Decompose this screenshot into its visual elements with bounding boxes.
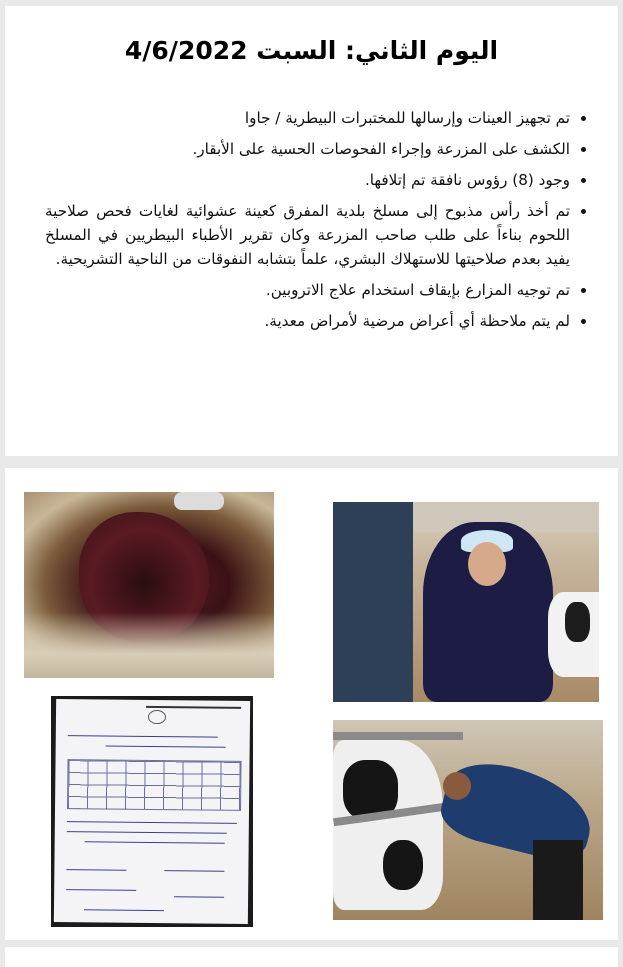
finding-item: • وجود (8) رؤوس نافقة تم إتلافها. bbox=[45, 168, 570, 192]
report-title: اليوم الثاني: السبت 4/6/2022 bbox=[124, 36, 499, 65]
findings-list bbox=[45, 106, 592, 340]
finding-item: • لم يتم ملاحظة أي أعراض مرضية لأمراض معدية. bbox=[45, 309, 570, 333]
photos-page bbox=[5, 468, 618, 940]
document-table bbox=[67, 759, 242, 811]
official-document-photo bbox=[51, 696, 253, 927]
vet-with-cow-photo bbox=[333, 502, 599, 702]
finding-item: • الكشف على المزرعة وإجراء الفحوصات الحسية على الأبقار. bbox=[45, 137, 570, 161]
next-page-edge bbox=[5, 947, 618, 967]
finding-item: • تم توجيه المزارع بإيقاف استخدام علاج الاتروبين. bbox=[45, 278, 570, 302]
finding-item: • تم تجهيز العينات وإرسالها للمختبرات البيطرية / جاوا bbox=[45, 106, 570, 130]
report-page bbox=[5, 6, 618, 456]
meat-sample-photo bbox=[24, 492, 274, 678]
cow-examination-photo bbox=[333, 720, 603, 920]
finding-item: • تم أخذ رأس مذبوح إلى مسلخ بلدية المفرق كعينة عشوائية لغايات فحص صلاحية اللحوم بناءاً على طلب صاحب المزرعة وكان تقرير الأطباء البيطريين في المسلخ يفيد بعدم صلاحيتها للاستهلاك البشري، علماً بتشابه النفوقات من الناحية التشريحية. bbox=[45, 199, 570, 271]
